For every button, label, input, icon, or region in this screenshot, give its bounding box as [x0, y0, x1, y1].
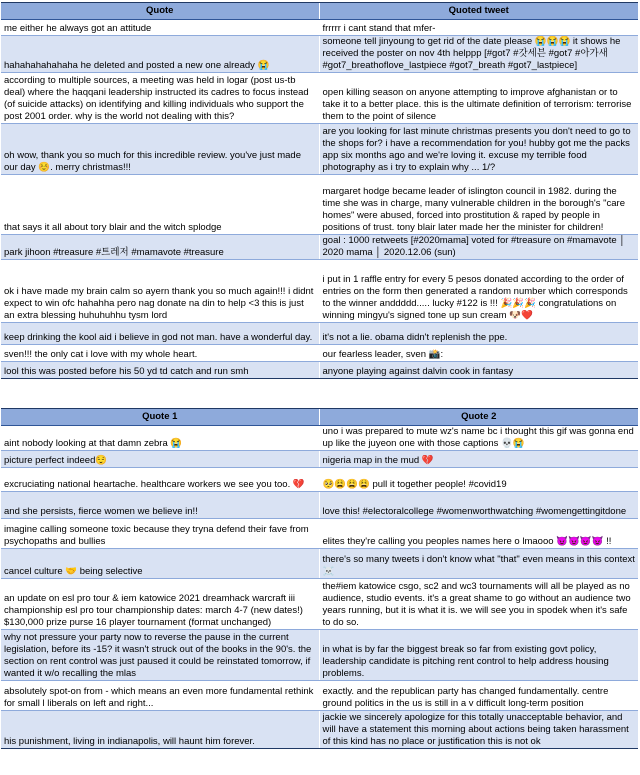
- quoted-tweet-cell: i put in 1 raffle entry for every 5 pesos donated according to the order of entries on the form then generated a random number which corresponds to the winner anddddd..... lucky #122 is !!! 🎉🎉🎉 congratulations on winning mingyu's signed tone up sun cream 🐶❤️: [319, 259, 638, 322]
- quote-2-cell: 🥺😩😩😩 pull it together people! #covid19: [319, 467, 638, 491]
- table-row: [1, 467, 638, 491]
- table-row: [1, 680, 638, 710]
- quoted-tweet-cell: are you looking for last minute christmas presents you don't need to go to the shops for? i have a recommendation for you! hubby got me the packs app six months ago and we're loving it. excuse my terrible food photography as i try to explain why ... 1/?: [319, 123, 638, 174]
- quote-cell: that says it all about tory blair and the witch splodge: [1, 174, 319, 234]
- quoted-tweet-cell: our fearless leader, sven 📸:: [319, 344, 638, 361]
- table-row: [1, 361, 638, 378]
- quoted-tweet-cell: it's not a lie. obama didn't replenish the ppe.: [319, 322, 638, 344]
- column-header-quote-1: Quote 1: [1, 409, 319, 426]
- quote-1-cell: cancel culture 🤝 being selective: [1, 548, 319, 578]
- quote-2-cell: there's so many tweets i don't know what "that" even means in this context ☠️: [319, 548, 638, 578]
- quote-cell: park jihoon #treasure #트레저 #mamavote #treasure: [1, 234, 319, 259]
- table-row: [1, 629, 638, 680]
- quote-1-cell: and she persists, fierce women we believe in!!: [1, 491, 319, 518]
- quote-pair-table: [1, 408, 638, 749]
- quoted-tweet-cell: frrrrr i cant stand that mfer-: [319, 20, 638, 36]
- table-row: [1, 548, 638, 578]
- table-row: [1, 344, 638, 361]
- quote-1-cell: why not pressure your party now to reverse the pause in the current legislation, before its -15? it wasn't struck out of the books in the 90's. the section on rent control was just paused it could be reinstated tomorrow, if wanted it w/o recalling the mlas: [1, 629, 319, 680]
- quote-1-cell: imagine calling someone toxic because they tryna defend their fave from psychopaths and bullies: [1, 518, 319, 548]
- table-row: [1, 450, 638, 467]
- table-row: [1, 123, 638, 174]
- quoted-tweet-cell: anyone playing against dalvin cook in fantasy: [319, 361, 638, 378]
- quote-1-cell: his punishment, living in indianapolis, will haunt him forever.: [1, 710, 319, 748]
- quote-cell: according to multiple sources, a meeting was held in logar (post us-tb deal) where the haqqani leadership instructed its cadres to focus instead (of suicide attacks) on identifying and killing individuals who support the post 2001 order. why is the world not dealing with this?: [1, 72, 319, 123]
- table-row: [1, 578, 638, 629]
- quote-2-cell: jackie we sincerely apologize for this totally unacceptable behavior, and will have a statement this morning about actions being taken harassment of this kind has no place or justification this is not ok: [319, 710, 638, 748]
- column-header-quote: Quote: [1, 3, 319, 20]
- table-row: [1, 322, 638, 344]
- quote-2-cell: elites they're calling you peoples names here o lmaooo 😈😈😈😈 !!: [319, 518, 638, 548]
- column-header-quoted-tweet: Quoted tweet: [319, 3, 638, 20]
- table-row: [1, 710, 638, 748]
- quote-2-cell: nigeria map in the mud 💔: [319, 450, 638, 467]
- table-row: [1, 174, 638, 234]
- quoted-tweet-cell: goal : 1000 retweets [#2020mama] voted for #treasure on #mamavote │ 2020 mama │ 2020.12.06 (sun): [319, 234, 638, 259]
- quote-1-cell: an update on esl pro tour & iem katowice 2021 dreamhack warcraft iii championship esl pro tour championship dates: march 4-7 (new dates!) $130,000 prize purse 16 player tournament (format unchanged): [1, 578, 319, 629]
- quoted-tweet-cell: open killing season on anyone attempting to improve afghanistan or to take it to a better place. this is the ultimate definition of terrorism: terrorise them to the point of silence: [319, 72, 638, 123]
- table-row: [1, 259, 638, 322]
- quoted-tweet-cell: margaret hodge became leader of islington council in 1982. during the time she was in charge, many vulnerable children in the borough's "care homes" were abused, forced into prostitution & raped by people in positions of trust. tony blair later made her the minister for children!: [319, 174, 638, 234]
- quote-2-cell: exactly. and the republican party has changed fundamentally. centre ground politics in the us is still in a v difficult long-term position: [319, 680, 638, 710]
- table-row: [1, 234, 638, 259]
- quote-cell: me either he always got an attitude: [1, 20, 319, 36]
- table-row: [1, 36, 638, 73]
- table-row: [1, 426, 638, 451]
- table-row: [1, 491, 638, 518]
- quote-cell: sven!!! the only cat i love with my whole heart.: [1, 344, 319, 361]
- quote-2-cell: uno i was prepared to mute wz's name bc i thought this gif was gonna end up like the juyeon one with those captions 💀😭: [319, 426, 638, 451]
- quote-2-cell: love this! #electoralcollege #womenworthwatching #womengettingitdone: [319, 491, 638, 518]
- quote-1-cell: excruciating national heartache. healthcare workers we see you too. 💔: [1, 467, 319, 491]
- table-row: [1, 72, 638, 123]
- quote-1-cell: absolutely spot-on from - which means an even more fundamental rethink for small l liberals on left and right...: [1, 680, 319, 710]
- quote-1-cell: picture perfect indeed😌: [1, 450, 319, 467]
- quote-2-cell: the#iem katowice csgo, sc2 and wc3 tournaments will all be played as no audience, studio events. it's a great shame to go without an audience two years running, but it is what it is. we will see you in spodek when it's safe to do so.: [319, 578, 638, 629]
- quote-cell: ok i have made my brain calm so ayern thank you so much again!!! i didnt expect to win ofc hahahha pero nag donate na din to help <3 this is just an extra blessing huhuhuhhu tysm lord: [1, 259, 319, 322]
- column-header-quote-2: Quote 2: [319, 409, 638, 426]
- quote-2-cell: in what is by far the biggest break so far from existing govt policy, leadership candidate is pitching rent control to help address housing problems.: [319, 629, 638, 680]
- table-row: [1, 20, 638, 36]
- quote-cell: lool this was posted before his 50 yd td catch and run smh: [1, 361, 319, 378]
- header-row: [1, 409, 638, 426]
- quoted-tweet-cell: someone tell jinyoung to get rid of the date please 😭😭😭 it shows he received the poster on nov 4th helppp [#got7 #갓세븐 #got7 #아가새 #got7_breathoflove_lastpiece #got7_breath #got7_lastpiece]: [319, 36, 638, 73]
- header-row: [1, 3, 638, 20]
- quote-cell: keep drinking the kool aid i believe in god not man. have a wonderful day.: [1, 322, 319, 344]
- table-row: [1, 518, 638, 548]
- quote-1-cell: aint nobody looking at that damn zebra 😭: [1, 426, 319, 451]
- quote-tweet-table: [1, 2, 638, 379]
- quote-cell: hahahahahahaha he deleted and posted a new one already 😭: [1, 36, 319, 73]
- quote-cell: oh wow, thank you so much for this incredible review. you've just made our day ☺️. merry christmas!!!: [1, 123, 319, 174]
